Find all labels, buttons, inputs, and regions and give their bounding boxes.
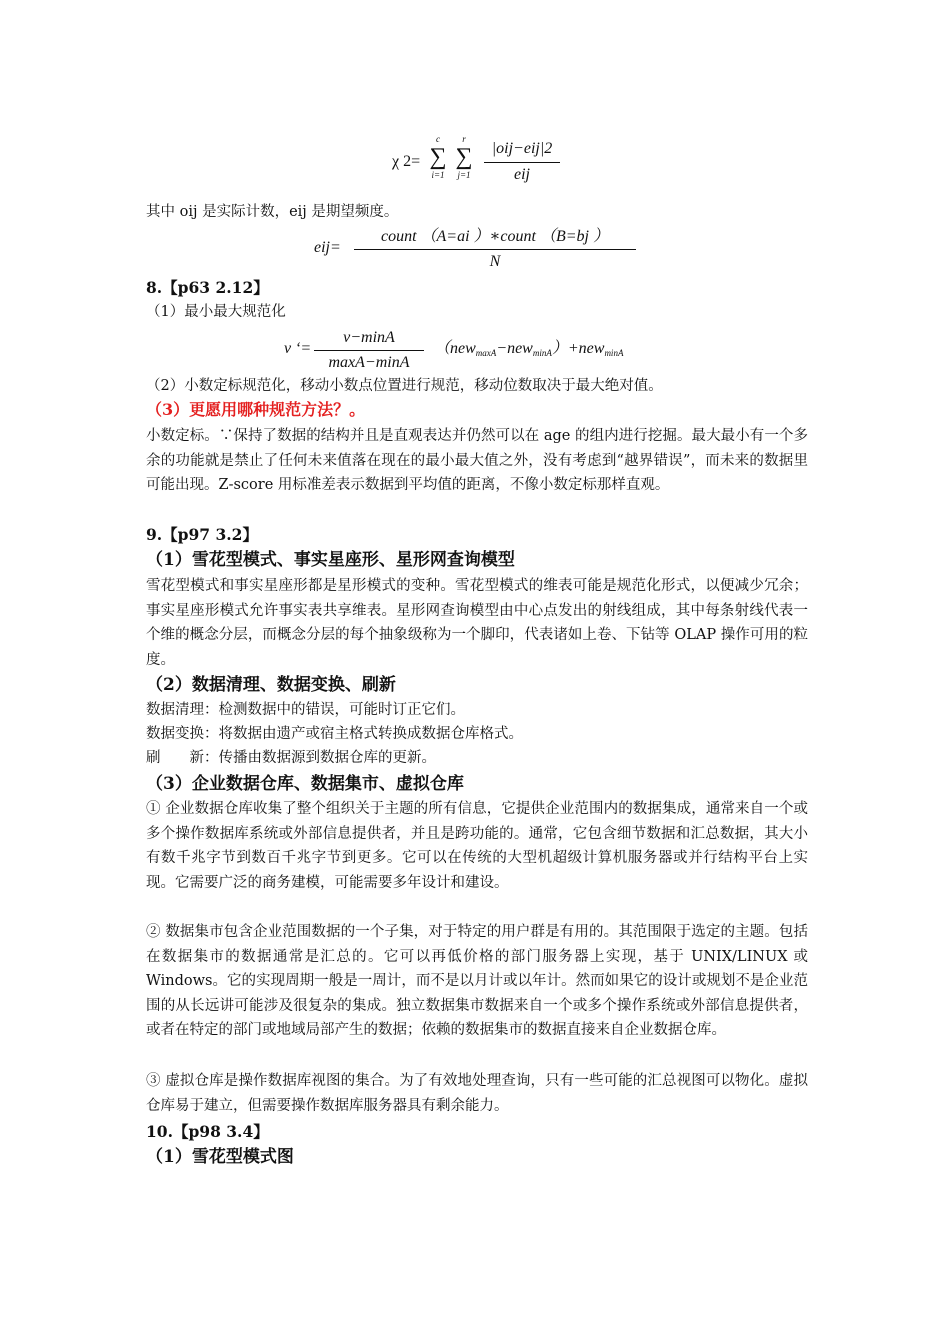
data-cleaning-line: 数据清理：检测数据中的错误，可能时订正它们。 — [146, 702, 465, 718]
minmax-rest: （new$_{maxA}$−new$_{minA}$）+new$_{minA}$ — [434, 340, 624, 358]
chi-fraction: |oij−eij|2 eij — [484, 138, 560, 187]
section-9-3-title: （3）企业数据仓库、数据集市、虚拟仓库 — [146, 774, 464, 794]
document-page: χ 2= c ∑ i=1 r ∑ j=1 |oij−eij|2 eij 其中 oij 是实际计数，eij 是期望频度。 eij= count （A=ai ）∗count （B=bj ） N 8.【p63 2.12】 （1）最小最大规范化 v ‘= v−minA maxA−minA （new$_{maxA}$−new$_{minA}$）+new$_{minA}$ （2）小数定标规范化，移动小数点位置进行规范，移动位数取决于最大绝对值。 （3）更愿用哪种规范方法？。 小数定标。∵保持了数据的结构并且是直观表达并仍然可以在 age 的组内进行挖掘。最大最小有一个多余的功能就是禁止了任何未来值落在现在的最小最大值之外，没有考虑到“越界错误”，而未来的数据里可能出现。Z-score 用标准差表示数据到平均值的距离，不像小数定标那样直观。 9.【p97 3.2】 （1）雪花型模式、事实星座形、星形网查询模型 雪花型模式和事实星座形都是星形模式的变种。雪花型模式的维表可能是规范化形式，以便减少冗余；事实星座形模式允许事实表共享维表。星形网查询模型由中心点发出的射线组成，其中每条射线代表一个维的概念分层，而概念分层的每个抽象级称为一个脚印，代表诸如上卷、下钻等 OLAP 操作可用的粒度。 （2）数据清理、数据变换、刷新 数据清理：检测数据中的错误，可能时订正它们。 数据变换：将数据由遗产或宿主格式转换成数据仓库格式。 刷 新：传播由数据源到数据仓库的更新。 （3）企业数据仓库、数据集市、虚拟仓库 ① 企业数据仓库收集了整个组织关于主题的所有信息，它提供企业范围内的数据集成，通常来自一个或多个操作数据库系统或外部信息提供者，并且是跨功能的。通常，它包含细节数据和汇总数据，其大小有数千兆字节到数百千兆字节到更多。它可以在传统的大型机超级计算机服务器或并行结构平台上实现。它需要广泛的商务建模，可能需要多年设计和建设。 ② 数据集市包含企业范围数据的一个子集，对于特定的用户群是有用的。其范围限于选定的主题。包括在数据集市的数据通常是汇总的。它可以再低价格的部门服务器上实现，基于 UNIX/LINUX 或 Windows。它的实现周期一般是一周计，而不是以月计或以年计。然而如果它的设计或规划不是企业范围的从长远讲可能涉及很复杂的集成。独立数据集市数据来自一个或多个操作系统或外部信息提供者，或者在特定的部门或地域局部产生的数据；依赖的数据集市的数据直接来自企业数据仓库。 ③ 虚拟仓库是操作数据库视图的集合。为了有效地处理查询，只有一些可能的汇总视图可以物化。虚拟仓库易于建立，但需要操作数据库服务器具有剩余能力。 10.【p98 3.4】 （1）雪花型模式图 — [0, 0, 950, 1344]
section-8-3-question: （3）更愿用哪种规范方法？。 — [146, 400, 366, 419]
data-mart-para: ② 数据集市包含企业范围数据的一个子集，对于特定的用户群是有用的。其范围限于选定的主题。包括在数据集市的数据通常是汇总的。它可以再低价格的部门服务器上实现，基于 UNIX/LINUX 或 Windows。它的实现周期一般是一周计，而不是以月计或以年计。然而如果它的设计或规划不是企业范围的从长远讲可能涉及很复杂的集成。独立数据集市数据来自一个或多个操作系统或外部信息提供者，或者在特定的部门或地域局部产生的数据；依赖的数据集市的数据直接来自企业数据仓库。 — [146, 924, 808, 1038]
section-10-1-title: （1）雪花型模式图 — [146, 1147, 294, 1167]
oij-explanation: 其中 oij 是实际计数，eij 是期望频度。 — [146, 204, 399, 220]
data-transform-line: 数据变换：将数据由遗产或宿主格式转换成数据仓库格式。 — [146, 726, 523, 742]
sum-j: r ∑ j=1 — [455, 134, 473, 180]
section-9-1-body: 雪花型模式和事实星座形都是星形模式的变种。雪花型模式的维表可能是规范化形式，以便减少冗余；事实星座形模式允许事实表共享维表。星形网查询模型由中心点发出的射线组成，其中每条射线代表一个维的概念分层，而概念分层的每个抽象级称为一个脚印，代表诸如上卷、下钻等 OLAP 操作可用的粒度。 — [146, 578, 808, 668]
chi-square-formula — [392, 136, 592, 192]
section-8-1: （1）最小最大规范化 — [146, 304, 286, 320]
refresh-line: 刷 新：传播由数据源到数据仓库的更新。 — [146, 750, 436, 766]
minmax-fraction: v−minA maxA−minA — [314, 327, 424, 375]
section-10-heading: 10.【p98 3.4】 — [146, 1122, 269, 1141]
section-8-3-answer: 小数定标。∵保持了数据的结构并且是直观表达并仍然可以在 age 的组内进行挖掘。最大最小有一个多余的功能就是禁止了任何未来值落在现在的最小最大值之外，没有考虑到“越界错误”，而未来的数据里可能出现。Z-score 用标准差表示数据到平均值的距离，不像小数定标那样直观。 — [146, 428, 808, 493]
eij-fraction: count （A=ai ）∗count （B=bj ） N — [354, 226, 636, 274]
section-8-2: （2）小数定标规范化，移动小数点位置进行规范，移动位数取决于最大绝对值。 — [146, 378, 663, 394]
section-9-2-title: （2）数据清理、数据变换、刷新 — [146, 675, 396, 695]
sum-i: c ∑ i=1 — [429, 134, 447, 180]
section-9-1-title: （1）雪花型模式、事实星座形、星形网查询模型 — [146, 550, 515, 570]
chi-lhs: χ 2= — [392, 153, 421, 170]
section-9-heading: 9.【p97 3.2】 — [146, 525, 258, 544]
enterprise-warehouse-para: ① 企业数据仓库收集了整个组织关于主题的所有信息，它提供企业范围内的数据集成，通常来自一个或多个操作数据库系统或外部信息提供者，并且是跨功能的。通常，它包含细节数据和汇总数据，其大小有数千兆字节到数百千兆字节到更多。它可以在传统的大型机超级计算机服务器或并行结构平台上实现。它需要广泛的商务建模，可能需要多年设计和建设。 — [146, 801, 808, 891]
section-8-heading: 8.【p63 2.12】 — [146, 278, 269, 297]
virtual-warehouse-para: ③ 虚拟仓库是操作数据库视图的集合。为了有效地处理查询，只有一些可能的汇总视图可以物化。虚拟仓库易于建立，但需要操作数据库服务器具有剩余能力。 — [146, 1073, 808, 1114]
